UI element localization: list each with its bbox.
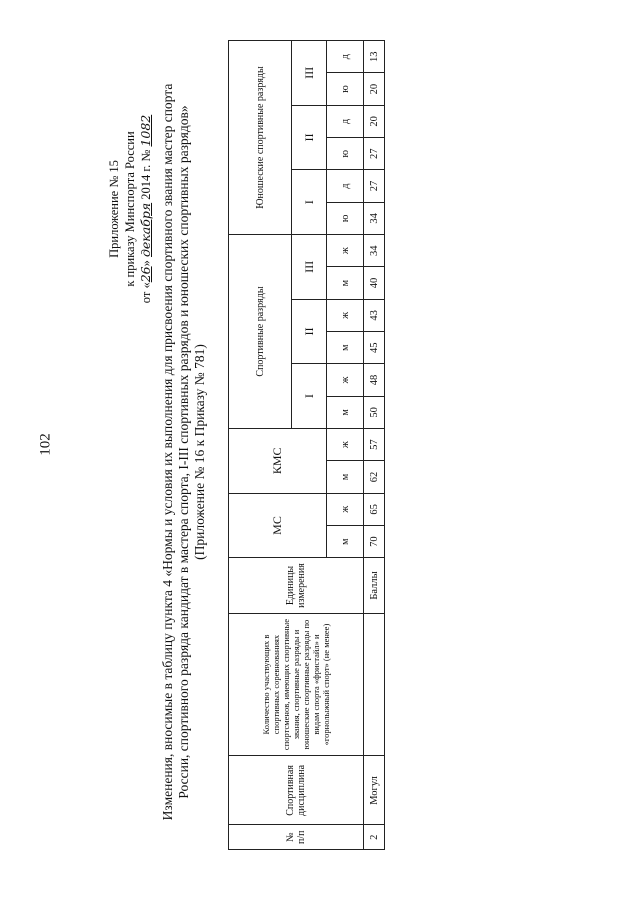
- gender-label: д: [327, 170, 364, 202]
- date-mid: »: [139, 260, 153, 267]
- header-ms: МС: [229, 493, 327, 558]
- cell-value: 20: [364, 73, 385, 105]
- header-kms: КМС: [229, 429, 327, 494]
- cell-value: 57: [364, 429, 385, 461]
- heading-line-3: (Приложение № 16 к Приказу № 781): [192, 344, 207, 560]
- gender-label: м: [327, 396, 364, 428]
- header-num: № п/п: [229, 825, 364, 850]
- gender-label: ю: [327, 73, 364, 105]
- cell-value: 34: [364, 202, 385, 234]
- header-participants: Количество участвующих в спортивных соревнованиях спортсменов, имеющих спортивные звания, спортивные разряды и юношеские спортивные разряды по видам спорта «фристайл» и «горнолыжный спорт» (не менее): [229, 613, 364, 756]
- cell-participants: [364, 613, 385, 756]
- date-number-handwritten: 1082: [138, 114, 153, 147]
- gender-label: м: [327, 525, 364, 557]
- gender-label: м: [327, 461, 364, 493]
- date-prefix: от «: [139, 282, 153, 304]
- gender-label: д: [327, 105, 364, 137]
- cell-value: 48: [364, 364, 385, 396]
- cell-value: 50: [364, 396, 385, 428]
- cell-discipline: Могул: [364, 756, 385, 825]
- heading-line-1: Изменения, вносимые в таблицу пункта 4 «Нормы и условия их выполнения для присвоения спортивного звания мастер спорта: [160, 83, 175, 821]
- gender-label: ж: [327, 235, 364, 267]
- cell-value: 34: [364, 235, 385, 267]
- page-number: 102: [37, 433, 54, 456]
- cell-value: 40: [364, 267, 385, 299]
- appendix-title: Приложение № 15: [107, 160, 121, 258]
- header-units: Единицы измерения: [229, 558, 364, 613]
- gender-label: ж: [327, 299, 364, 331]
- gender-label: м: [327, 332, 364, 364]
- landscape-content: [100, 22, 520, 882]
- header-youth-rank-3: III: [292, 41, 327, 106]
- gender-label: ж: [327, 429, 364, 461]
- appendix-block: [106, 84, 154, 334]
- cell-value: 13: [364, 41, 385, 73]
- cell-value: 27: [364, 138, 385, 170]
- header-rank-3: III: [292, 235, 327, 300]
- norms-table: [228, 40, 385, 850]
- date-year: 2014 г. №: [139, 149, 153, 200]
- cell-value: 70: [364, 525, 385, 557]
- cell-value: 45: [364, 332, 385, 364]
- appendix-date: [138, 84, 154, 334]
- cell-num: 2: [364, 825, 385, 850]
- cell-value: 20: [364, 105, 385, 137]
- header-youth-ranks: Юношеские спортивные разряды: [229, 41, 292, 235]
- header-youth-rank-2: II: [292, 105, 327, 170]
- gender-label: ю: [327, 138, 364, 170]
- table-row: [364, 41, 385, 850]
- date-day-handwritten: 26: [138, 266, 153, 283]
- rotated-page-area: [100, 22, 520, 882]
- gender-label: ж: [327, 364, 364, 396]
- cell-value: 65: [364, 493, 385, 525]
- gender-label: м: [327, 267, 364, 299]
- cell-value: 43: [364, 299, 385, 331]
- gender-label: д: [327, 41, 364, 73]
- header-youth-rank-1: I: [292, 170, 327, 235]
- header-discipline: Спортивная дисциплина: [229, 756, 364, 825]
- header-rank-1: I: [292, 364, 327, 429]
- date-month-handwritten: декабря: [138, 202, 153, 258]
- document-heading: [160, 42, 208, 862]
- gender-label: ю: [327, 202, 364, 234]
- heading-line-2: России, спортивного разряда кандидат в мастера спорта, I-III спортивных разрядов и юношеских спортивных разрядов»: [176, 105, 191, 799]
- header-rank-2: II: [292, 299, 327, 364]
- appendix-order: к приказу Минспорта России: [123, 131, 137, 287]
- header-sport-ranks: Спортивные разряды: [229, 235, 292, 429]
- gender-label: ж: [327, 493, 364, 525]
- cell-value: 27: [364, 170, 385, 202]
- cell-value: 62: [364, 461, 385, 493]
- cell-units: Баллы: [364, 558, 385, 613]
